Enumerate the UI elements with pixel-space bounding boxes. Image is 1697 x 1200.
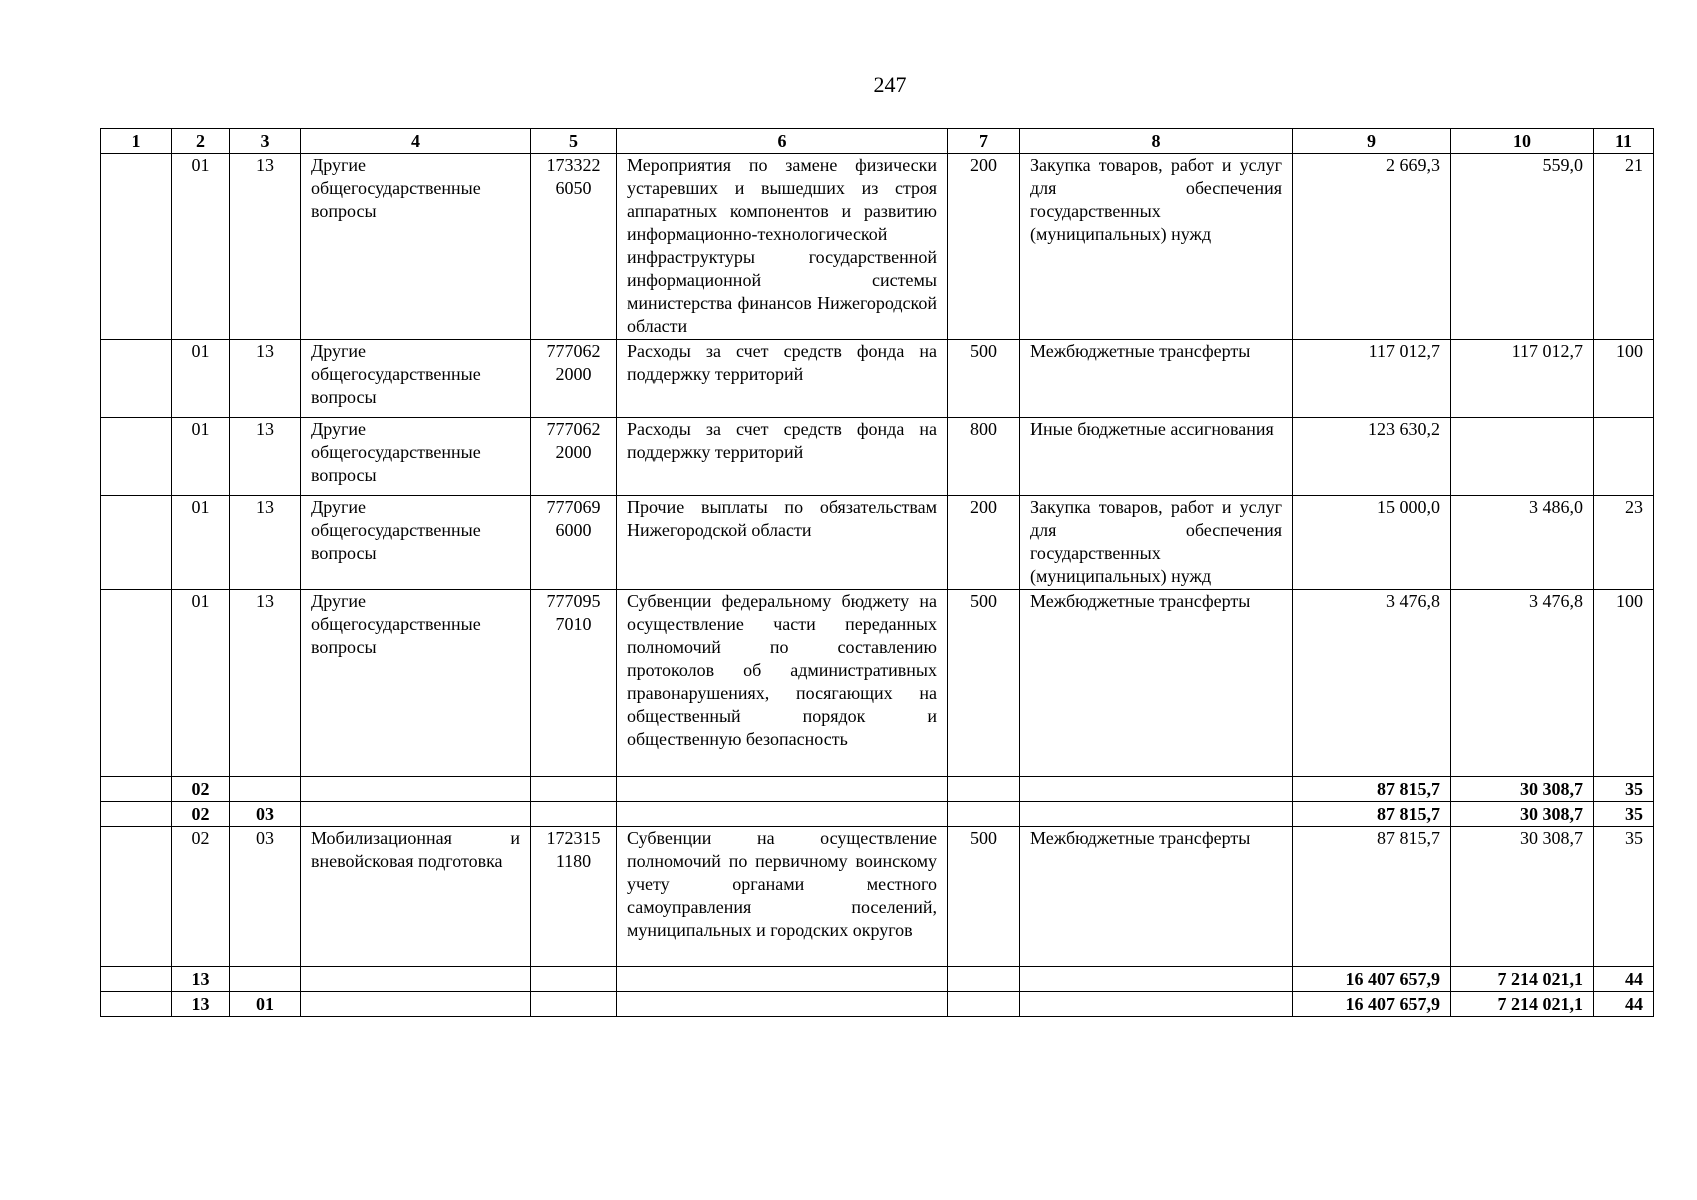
- col-header-10: 10: [1451, 129, 1594, 154]
- cell-col1: [101, 802, 172, 827]
- cell-target-name: [617, 967, 948, 992]
- cell-plan: 16 407 657,9: [1293, 992, 1451, 1017]
- cell-percent: 100: [1594, 590, 1654, 777]
- cell-expense-name: Межбюджетные трансферты: [1020, 590, 1293, 777]
- cell-percent: 44: [1594, 992, 1654, 1017]
- cell-expense-code: 500: [948, 590, 1020, 777]
- col-header-2: 2: [172, 129, 230, 154]
- cell-subsection-name: Другие общегосударственные вопросы: [301, 418, 531, 496]
- cell-target-name: [617, 802, 948, 827]
- cell-actual: 30 308,7: [1451, 802, 1594, 827]
- cell-target-name: Расходы за счет средств фонда на поддержку территорий: [617, 340, 948, 418]
- cell-expense-code: [948, 967, 1020, 992]
- cell-expense-code: 800: [948, 418, 1020, 496]
- cell-section: 01: [172, 590, 230, 777]
- cell-expense-code: [948, 802, 1020, 827]
- cell-col1: [101, 496, 172, 590]
- table-row: [101, 827, 1654, 967]
- col-header-5: 5: [531, 129, 617, 154]
- cell-percent: 21: [1594, 154, 1654, 340]
- total-row: [101, 802, 1654, 827]
- cell-col1: [101, 340, 172, 418]
- col-header-9: 9: [1293, 129, 1451, 154]
- cell-expense-code: 500: [948, 340, 1020, 418]
- cell-target-name: [617, 777, 948, 802]
- total-row: [101, 777, 1654, 802]
- cell-target-code: [531, 992, 617, 1017]
- cell-plan: 87 815,7: [1293, 777, 1451, 802]
- cell-plan: 87 815,7: [1293, 827, 1451, 967]
- cell-subsection: 03: [230, 802, 301, 827]
- cell-subsection-name: Другие общегосударственные вопросы: [301, 340, 531, 418]
- cell-subsection: 01: [230, 992, 301, 1017]
- cell-subsection-name: Другие общегосударственные вопросы: [301, 496, 531, 590]
- cell-target-code: 172315 1180: [531, 827, 617, 967]
- cell-expense-name: Иные бюджетные ассигнования: [1020, 418, 1293, 496]
- cell-expense-name: [1020, 992, 1293, 1017]
- cell-actual: 30 308,7: [1451, 827, 1594, 967]
- cell-section: 13: [172, 992, 230, 1017]
- col-header-3: 3: [230, 129, 301, 154]
- cell-subsection-name: [301, 777, 531, 802]
- cell-subsection: 13: [230, 154, 301, 340]
- cell-actual: 7 214 021,1: [1451, 992, 1594, 1017]
- cell-subsection: 13: [230, 496, 301, 590]
- table-row: [101, 418, 1654, 496]
- cell-subsection: 13: [230, 418, 301, 496]
- cell-expense-name: [1020, 967, 1293, 992]
- cell-percent: 23: [1594, 496, 1654, 590]
- cell-target-code: 777069 6000: [531, 496, 617, 590]
- cell-plan: 2 669,3: [1293, 154, 1451, 340]
- cell-target-code: [531, 802, 617, 827]
- cell-percent: 100: [1594, 340, 1654, 418]
- cell-target-code: [531, 967, 617, 992]
- cell-subsection: [230, 777, 301, 802]
- cell-actual: 3 476,8: [1451, 590, 1594, 777]
- cell-expense-name: Межбюджетные трансферты: [1020, 827, 1293, 967]
- cell-col1: [101, 967, 172, 992]
- total-row: [101, 992, 1654, 1017]
- cell-expense-code: [948, 777, 1020, 802]
- cell-actual: 3 486,0: [1451, 496, 1594, 590]
- cell-plan: 87 815,7: [1293, 802, 1451, 827]
- cell-target-code: 777062 2000: [531, 340, 617, 418]
- cell-subsection: 13: [230, 590, 301, 777]
- cell-percent: 35: [1594, 827, 1654, 967]
- cell-actual: 559,0: [1451, 154, 1594, 340]
- col-header-6: 6: [617, 129, 948, 154]
- page-number: 247: [873, 72, 907, 97]
- cell-percent: 35: [1594, 777, 1654, 802]
- cell-target-name: Субвенции федеральному бюджету на осуществление части переданных полномочий по составлению протоколов об административных правонарушениях, посягающих на общественный порядок и общественную безопасность: [617, 590, 948, 777]
- total-row: [101, 967, 1654, 992]
- cell-target-code: 777062 2000: [531, 418, 617, 496]
- cell-subsection-name: [301, 992, 531, 1017]
- cell-section: 13: [172, 967, 230, 992]
- cell-expense-name: [1020, 802, 1293, 827]
- cell-expense-name: [1020, 777, 1293, 802]
- cell-subsection-name: [301, 967, 531, 992]
- cell-section: 02: [172, 777, 230, 802]
- col-header-4: 4: [301, 129, 531, 154]
- cell-target-name: [617, 992, 948, 1017]
- cell-actual: [1451, 418, 1594, 496]
- col-header-1: 1: [101, 129, 172, 154]
- cell-section: 01: [172, 418, 230, 496]
- cell-expense-code: [948, 992, 1020, 1017]
- cell-col1: [101, 827, 172, 967]
- cell-target-name: Расходы за счет средств фонда на поддержку территорий: [617, 418, 948, 496]
- cell-col1: [101, 154, 172, 340]
- cell-section: 02: [172, 827, 230, 967]
- cell-col1: [101, 590, 172, 777]
- cell-expense-code: 500: [948, 827, 1020, 967]
- cell-section: 01: [172, 154, 230, 340]
- header-row: [101, 129, 1654, 154]
- cell-target-name: Прочие выплаты по обязательствам Нижегородской области: [617, 496, 948, 590]
- cell-subsection: 13: [230, 340, 301, 418]
- cell-plan: 123 630,2: [1293, 418, 1451, 496]
- cell-target-code: 777095 7010: [531, 590, 617, 777]
- cell-actual: 30 308,7: [1451, 777, 1594, 802]
- cell-subsection: 03: [230, 827, 301, 967]
- cell-expense-code: 200: [948, 154, 1020, 340]
- cell-subsection-name: [301, 802, 531, 827]
- cell-plan: 3 476,8: [1293, 590, 1451, 777]
- cell-actual: 117 012,7: [1451, 340, 1594, 418]
- cell-subsection-name: Другие общегосударственные вопросы: [301, 154, 531, 340]
- cell-percent: 44: [1594, 967, 1654, 992]
- col-header-11: 11: [1594, 129, 1654, 154]
- cell-actual: 7 214 021,1: [1451, 967, 1594, 992]
- cell-percent: [1594, 418, 1654, 496]
- cell-percent: 35: [1594, 802, 1654, 827]
- table-row: [101, 340, 1654, 418]
- cell-col1: [101, 992, 172, 1017]
- cell-expense-name: Межбюджетные трансферты: [1020, 340, 1293, 418]
- cell-target-name: Субвенции на осуществление полномочий по первичному воинскому учету органами местного самоуправления поселений, муниципальных и городских округов: [617, 827, 948, 967]
- cell-target-code: [531, 777, 617, 802]
- cell-plan: 117 012,7: [1293, 340, 1451, 418]
- cell-target-code: 173322 6050: [531, 154, 617, 340]
- col-header-8: 8: [1020, 129, 1293, 154]
- table-row: [101, 590, 1654, 777]
- cell-subsection-name: Мобилизационная и вневойсковая подготовка: [301, 827, 531, 967]
- cell-col1: [101, 418, 172, 496]
- cell-subsection: [230, 967, 301, 992]
- col-header-7: 7: [948, 129, 1020, 154]
- table-row: [101, 154, 1654, 340]
- cell-col1: [101, 777, 172, 802]
- cell-expense-name: Закупка товаров, работ и услуг для обеспечения государственных (муниципальных) нужд: [1020, 496, 1293, 590]
- table-row: [101, 496, 1654, 590]
- cell-expense-name: Закупка товаров, работ и услуг для обеспечения государственных (муниципальных) нужд: [1020, 154, 1293, 340]
- cell-subsection-name: Другие общегосударственные вопросы: [301, 590, 531, 777]
- cell-target-name: Мероприятия по замене физически устаревших и вышедших из строя аппаратных компонентов и развитию информационно-технологической инфраструктуры государственной информационной системы министерства финансов Нижегородской области: [617, 154, 948, 340]
- cell-section: 01: [172, 496, 230, 590]
- cell-plan: 16 407 657,9: [1293, 967, 1451, 992]
- cell-expense-code: 200: [948, 496, 1020, 590]
- budget-table: [100, 128, 1654, 1017]
- cell-section: 01: [172, 340, 230, 418]
- cell-plan: 15 000,0: [1293, 496, 1451, 590]
- cell-section: 02: [172, 802, 230, 827]
